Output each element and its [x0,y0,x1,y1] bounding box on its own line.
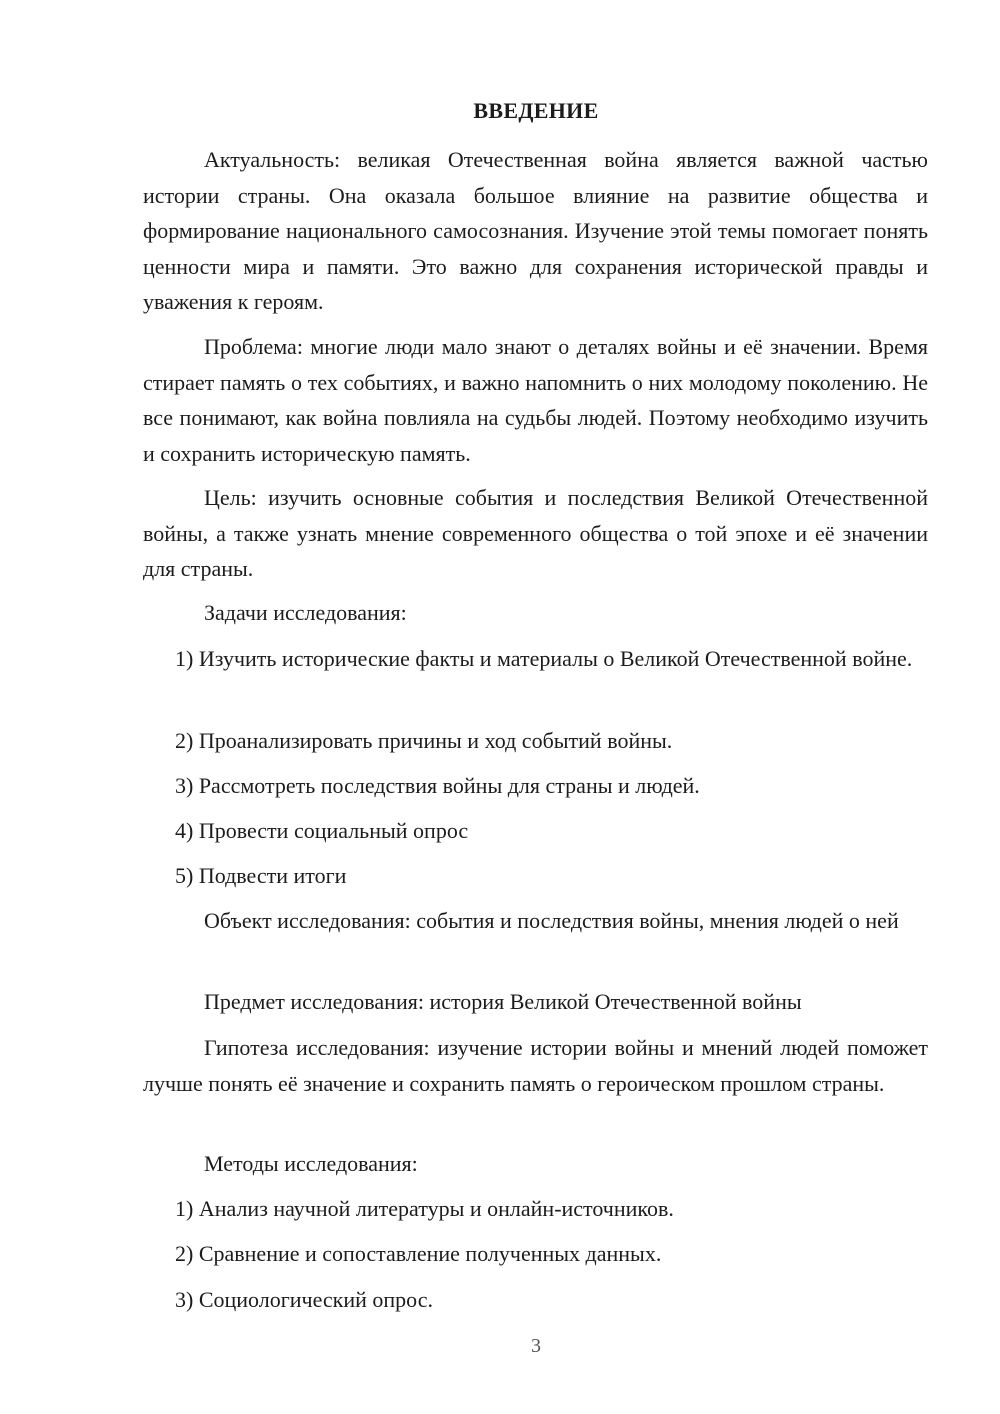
method-item: 2) Сравнение и сопоставление полученных данных. [175,1241,662,1266]
page-number: 3 [531,1335,541,1357]
goal-paragraph: Цель: изучить основные события и последствия Великой Отечественной войны, а также узнать мнение современного общества о той эпохе и её значении для страны. [143,485,928,581]
methods-heading: Методы исследования: [204,1151,418,1176]
task-item: 4) Провести социальный опрос [175,818,469,843]
task-item: 5) Подвести итоги [175,863,347,888]
method-item: 3) Социологический опрос. [175,1287,433,1312]
task-item: 3) Рассмотреть последствия войны для страны и людей. [175,773,700,798]
relevance-paragraph: Актуальность: великая Отечественная война является важной частью истории страны. Она оказала большое влияние на развитие общества и формирование национального самосознания. Изучение этой темы помогает понять ценности мира и памяти. Это важно для сохранения исторической правды и уважения к героям. [143,147,928,314]
subject-paragraph: Предмет исследования: история Великой Отечественной войны [204,989,802,1014]
hypothesis-paragraph: Гипотеза исследования: изучение истории войны и мнений людей поможет лучше понять её значение и сохранить память о героическом прошлом страны. [143,1035,928,1096]
task-item: 2) Проанализировать причины и ход событий войны. [175,728,673,753]
task-item: 1) Изучить исторические факты и материалы о Великой Отечественной войне. [175,646,913,671]
object-paragraph: Объект исследования: события и последствия войны, мнения людей о ней [204,908,899,933]
problem-paragraph: Проблема: многие люди мало знают о деталях войны и её значении. Время стирает память о тех событиях, и важно напомнить о них молодому поколению. Не все понимают, как война повлияла на судьбы людей. Поэтому необходимо изучить и сохранить историческую память. [143,334,928,466]
method-item: 1) Анализ научной литературы и онлайн-источников. [175,1196,674,1221]
tasks-heading: Задачи исследования: [204,600,407,625]
page-title: ВВЕДЕНИЕ [473,98,599,123]
